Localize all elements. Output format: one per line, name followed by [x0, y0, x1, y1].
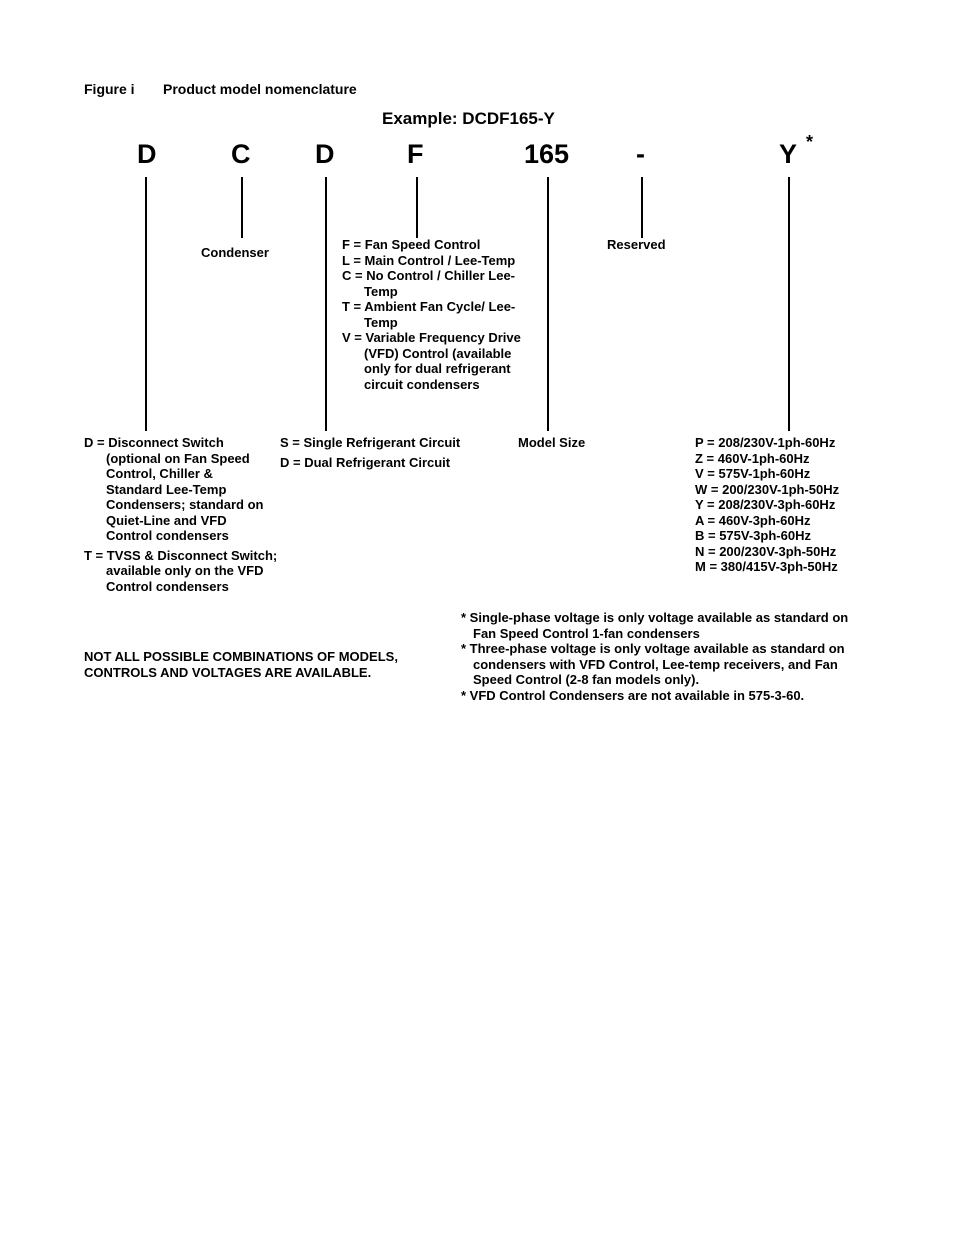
circuit-option: D = Dual Refrigerant Circuit: [280, 455, 451, 470]
disconnect-option: D = Disconnect Switch (optional on Fan Speed Control, Chiller & Standard Lee-Temp Condensers; standard on Quiet-Line and VFD Control condensers: [84, 435, 264, 543]
control-option: C = No Control / Chiller Lee-Temp: [342, 268, 516, 299]
control-options-list: [342, 237, 538, 392]
connector-line-model-size: [547, 177, 549, 431]
code-dash: -: [636, 139, 645, 169]
connector-line-reserved: [641, 177, 643, 238]
voltage-option: A = 460V-3ph-60Hz: [695, 512, 811, 528]
example-model: Example: DCDF165-Y: [382, 109, 555, 128]
code-model-size: 165: [524, 139, 570, 169]
availability-notice: NOT ALL POSSIBLE COMBINATIONS OF MODELS, CONTROLS AND VOLTAGES ARE AVAILABLE.: [84, 649, 398, 680]
code-char-voltage: Y: [779, 139, 798, 169]
connector-line-voltage: [788, 177, 790, 431]
voltage-option: Z = 460V-1ph-60Hz: [695, 450, 810, 466]
voltage-options-list: [695, 435, 839, 575]
voltage-option: W = 200/230V-1ph-50Hz: [695, 481, 840, 497]
voltage-option: N = 200/230V-3ph-50Hz: [695, 543, 837, 559]
model-size-label: Model Size: [518, 435, 586, 450]
footnote: * VFD Control Condensers are not available in 575-3-60.: [461, 687, 805, 703]
disconnect-options-list: [84, 435, 278, 594]
voltage-option: V = 575V-1ph-60Hz: [695, 466, 811, 481]
control-option: L = Main Control / Lee-Temp: [342, 252, 516, 268]
circuit-option: S = Single Refrigerant Circuit: [280, 435, 461, 450]
figure-title: Product model nomenclature: [163, 81, 357, 97]
control-option: F = Fan Speed Control: [342, 237, 481, 252]
connector-line-disconnect: [145, 177, 147, 431]
voltage-option: M = 380/415V-3ph-50Hz: [695, 559, 838, 574]
code-char-4: F: [407, 139, 424, 169]
voltage-option: B = 575V-3ph-60Hz: [695, 528, 811, 543]
condenser-label: Condenser: [201, 245, 269, 260]
figure-number: Figure i: [84, 81, 135, 97]
code-char-1: D: [137, 139, 157, 169]
code-char-2: C: [231, 139, 251, 169]
control-option: V = Variable Frequency Drive (VFD) Control (available only for dual refrigerant circuit condensers: [342, 330, 521, 392]
voltage-option: Y = 208/230V-3ph-60Hz: [695, 497, 836, 512]
code-char-3: D: [315, 139, 335, 169]
footnote: * Three-phase voltage is only voltage available as standard on condensers with VFD Control, Lee-temp receivers, and Fan Speed Control (2-8 fan models only).: [461, 641, 845, 687]
voltage-option: P = 208/230V-1ph-60Hz: [695, 435, 836, 450]
connector-line-condenser: [241, 177, 243, 238]
circuit-options-list: [280, 435, 460, 471]
footnote: * Single-phase voltage is only voltage available as standard on Fan Speed Control 1-fan condensers: [461, 610, 849, 641]
disconnect-option: T = TVSS & Disconnect Switch; available only on the VFD Control condensers: [84, 547, 278, 594]
control-option: T = Ambient Fan Cycle/ Lee-Temp: [342, 299, 516, 330]
reserved-label: Reserved: [607, 237, 666, 252]
footnotes: [461, 610, 859, 703]
code-asterisk: *: [806, 132, 814, 152]
connector-line-circuit: [325, 177, 327, 431]
connector-line-control: [416, 177, 418, 238]
